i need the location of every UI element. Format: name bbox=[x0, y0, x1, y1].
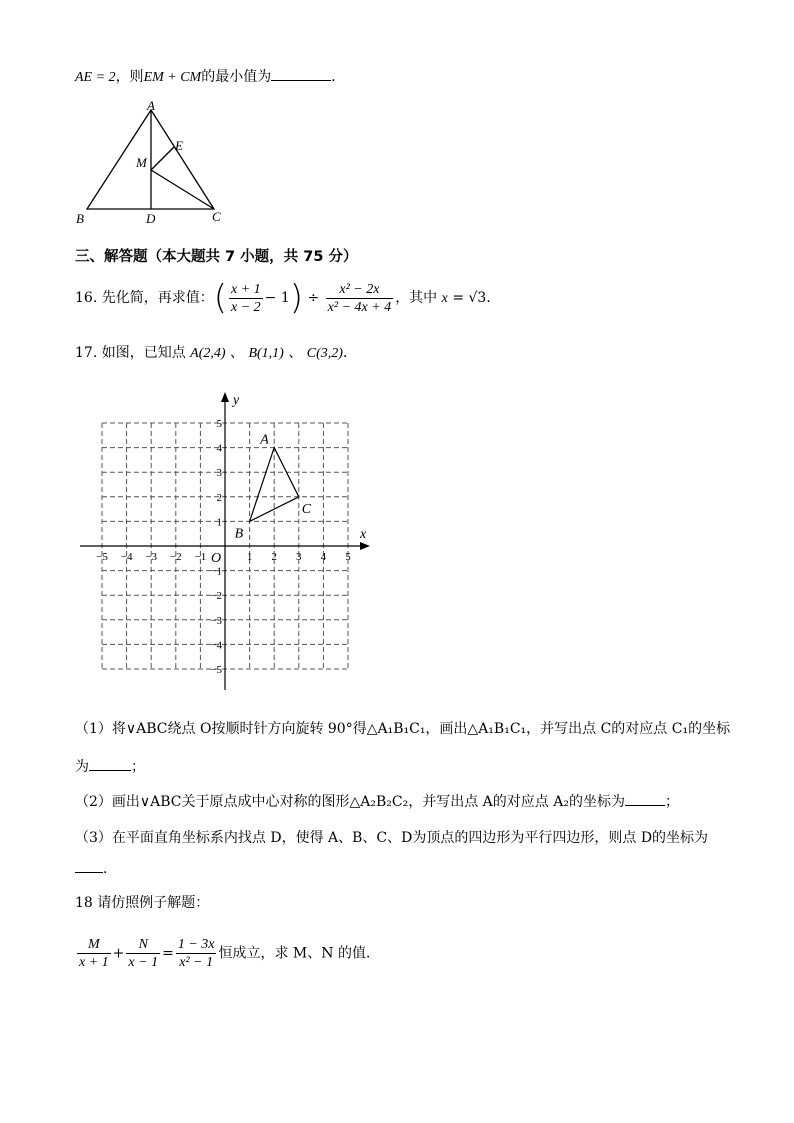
x-tick-label: −4 bbox=[120, 551, 133, 563]
y-axis-arrow bbox=[221, 392, 229, 402]
x-tick-label: 5 bbox=[345, 551, 351, 563]
question-17 bbox=[75, 342, 357, 362]
equals-sign: = bbox=[452, 290, 465, 306]
condition-text: ，其中 bbox=[395, 290, 438, 306]
x-tick-label: 1 bbox=[246, 551, 253, 563]
division-sign: ÷ bbox=[307, 290, 320, 306]
y-tick-label: −1 bbox=[210, 565, 222, 578]
question-number: 17. bbox=[75, 345, 98, 361]
fraction-denominator: x − 1 bbox=[128, 955, 159, 970]
fraction-numerator: x + 1 bbox=[230, 281, 261, 297]
y-axis-label: y bbox=[233, 393, 240, 408]
plus-sign: + bbox=[112, 945, 125, 962]
point-label-a: A bbox=[260, 432, 269, 448]
vertex-c-label: C bbox=[212, 209, 221, 224]
part2-end: ； bbox=[664, 794, 679, 810]
part3-text: （3）在平面直角坐标系内找点 D，使得 A、B、C、D为顶点的四边形为平行四边形，则点 D的坐标为 bbox=[75, 830, 709, 846]
part1-text: （1）将∨ABC绕点 O按顺时针方向旋转 90°得△A₁B₁C₁，画出△A₁B₁C₁，并写出点 C的对应点 C₁的坐标 bbox=[75, 721, 731, 737]
answer-blank bbox=[89, 770, 131, 771]
minus-one: − 1 bbox=[264, 290, 290, 306]
answer-blank bbox=[625, 805, 665, 806]
q15-text-suffix: 的最小值为 bbox=[201, 69, 272, 85]
q16-end: ． bbox=[486, 290, 501, 306]
point-e-label: E bbox=[175, 138, 183, 153]
question-number: 18 bbox=[75, 895, 93, 911]
separator: 、 bbox=[288, 345, 303, 361]
y-tick-label: 2 bbox=[216, 491, 222, 504]
part1-text-cont: 为 bbox=[75, 759, 89, 775]
answer-blank bbox=[75, 872, 103, 873]
equals-sign: = bbox=[162, 945, 174, 962]
q15-expression: EM + CM bbox=[143, 70, 202, 85]
separator: 、 bbox=[230, 345, 245, 361]
y-tick-label: 1 bbox=[216, 516, 222, 529]
point-d-label: D bbox=[146, 211, 156, 226]
q15-text: ，则 bbox=[115, 69, 144, 85]
x-axis-arrow bbox=[360, 542, 370, 550]
fraction-1 bbox=[229, 281, 263, 316]
y-tick-label: −4 bbox=[210, 639, 222, 652]
fraction-numerator: N bbox=[126, 936, 160, 954]
point-c-coord: C(3,2) bbox=[306, 346, 343, 361]
q17-part2 bbox=[75, 791, 679, 811]
fraction-denominator: x² − 1 bbox=[179, 955, 214, 970]
y-tick-label: −2 bbox=[210, 590, 222, 603]
part1-end: ； bbox=[131, 759, 145, 775]
y-tick-label: 3 bbox=[216, 467, 222, 480]
section-heading: 三、解答题（本大题共 7 小题，共 75 分） bbox=[75, 249, 358, 265]
question-intro: 请仿照例子解题： bbox=[97, 895, 210, 911]
x-tick-label: −3 bbox=[145, 551, 158, 563]
question-number: 16. bbox=[75, 290, 98, 306]
fraction-m bbox=[77, 936, 111, 971]
q17-part3-cont bbox=[75, 858, 117, 878]
fraction-numerator: 1 − 3x bbox=[177, 937, 215, 952]
answer-blank bbox=[271, 80, 331, 81]
fraction-numerator: x² − 2x bbox=[326, 281, 394, 299]
y-tick-label: −3 bbox=[210, 614, 222, 627]
vertex-b-label: B bbox=[76, 211, 84, 226]
part2-text: （2）画出∨ABC关于原点成中心对称的图形△A₂B₂C₂，并写出点 A的对应点 A₂的坐标为 bbox=[75, 794, 625, 810]
x-tick-label: −1 bbox=[194, 551, 207, 563]
point-m-label: M bbox=[136, 155, 147, 170]
fraction-n bbox=[126, 936, 160, 971]
q15-end: ． bbox=[331, 69, 346, 85]
x-axis-label: x bbox=[360, 527, 367, 542]
fraction-denominator: x − 2 bbox=[230, 299, 261, 315]
triangle-figure bbox=[70, 98, 230, 228]
right-paren: ) bbox=[289, 278, 304, 318]
coordinate-grid bbox=[75, 388, 385, 698]
fraction-rhs bbox=[176, 936, 217, 971]
point-b-coord: B(1,1) bbox=[248, 346, 284, 361]
x-tick-label: −5 bbox=[96, 551, 108, 563]
fraction-numerator: M bbox=[77, 936, 111, 954]
q17-part1 bbox=[75, 718, 730, 738]
point-label-b: B bbox=[234, 526, 244, 542]
question-16 bbox=[75, 278, 500, 318]
fraction-denominator: x² − 4x + 4 bbox=[327, 299, 392, 315]
x-tick-label: 4 bbox=[320, 551, 327, 563]
part3-end: ． bbox=[103, 861, 117, 877]
point-a-coord: A(2,4) bbox=[190, 346, 226, 361]
condition-value: √3 bbox=[468, 290, 487, 306]
question-intro: 如图，已知点 bbox=[101, 345, 186, 361]
q18-suffix: 恒成立，求 M、N 的值． bbox=[218, 945, 380, 962]
left-paren: ( bbox=[213, 278, 227, 318]
question-intro: 先化简，再求值： bbox=[101, 290, 214, 306]
q18-equation bbox=[75, 936, 380, 971]
y-tick-label: 4 bbox=[216, 442, 222, 455]
origin-label: O bbox=[211, 551, 222, 566]
q17-end: ． bbox=[342, 345, 357, 361]
fraction-2 bbox=[326, 281, 394, 316]
q15-continuation bbox=[75, 66, 345, 86]
point-label-c: C bbox=[301, 501, 312, 517]
x-tick-label: 3 bbox=[296, 551, 302, 563]
fraction-denominator: x + 1 bbox=[79, 955, 109, 970]
q15-given: AE = 2 bbox=[75, 70, 116, 85]
y-tick-label: −5 bbox=[210, 664, 222, 676]
y-tick-label: 5 bbox=[216, 418, 222, 430]
q17-part1-cont bbox=[75, 756, 145, 776]
vertex-a-label: A bbox=[147, 98, 155, 113]
x-tick-label: 2 bbox=[271, 551, 277, 563]
x-tick-label: −2 bbox=[169, 551, 182, 563]
question-18 bbox=[75, 892, 209, 912]
condition-variable: x bbox=[441, 291, 448, 306]
q17-part3 bbox=[75, 827, 708, 847]
